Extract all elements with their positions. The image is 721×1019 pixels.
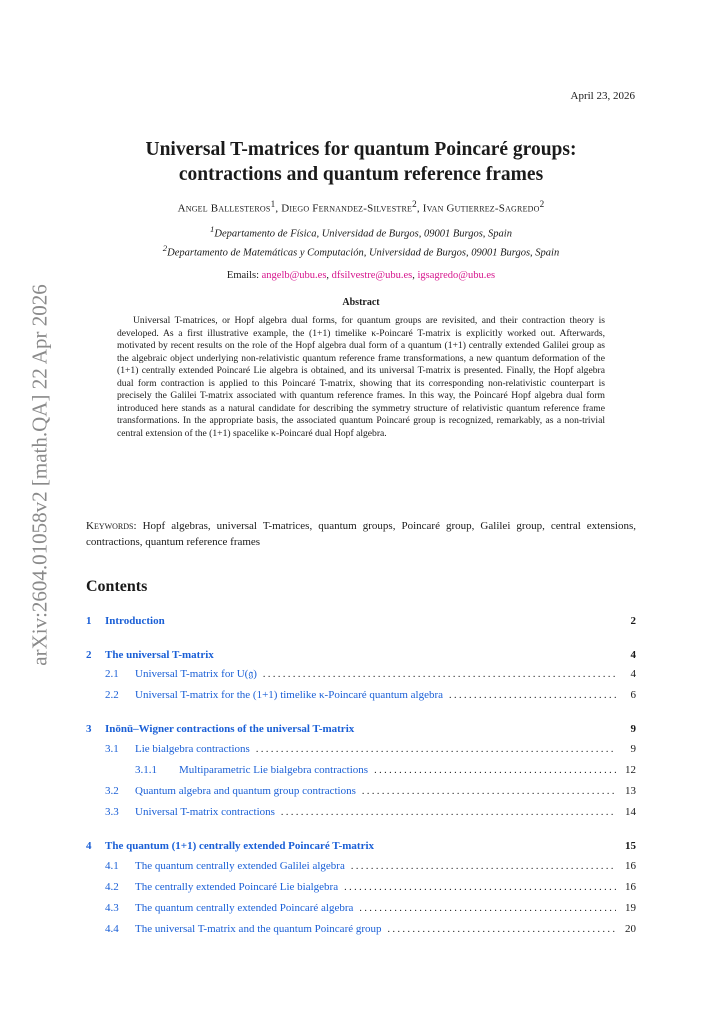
title-line-1: Universal T-matrices for quantum Poincaré groups: [145, 139, 577, 160]
toc-leader-dots [359, 903, 616, 914]
toc-number: 4.4 [105, 923, 119, 935]
toc-entry[interactable] [86, 860, 636, 876]
email-link-3[interactable]: igsagredo@ubu.es [417, 270, 496, 281]
toc-number: 1 [86, 615, 92, 627]
toc-number: 4.2 [105, 881, 119, 893]
toc-page: 14 [625, 806, 636, 818]
toc-entry[interactable] [86, 668, 636, 684]
arxiv-side-label [20, 284, 60, 666]
toc-leader-dots [449, 690, 616, 701]
paper-title [86, 137, 636, 187]
toc-entry[interactable] [86, 764, 636, 780]
toc-title[interactable]: Universal T-matrix for the (1+1) timelike κ-Poincaré quantum algebra [135, 689, 444, 701]
toc-number: 3 [86, 723, 92, 735]
toc-leader-dots [351, 861, 616, 872]
title-line-2: contractions and quantum reference frames [178, 164, 544, 185]
email-link-2[interactable]: dfsilvestre@ubu.es [331, 270, 413, 281]
toc-page: 15 [625, 840, 636, 852]
affiliation-1-mark: 1 [210, 224, 215, 234]
toc-number: 4.3 [105, 902, 119, 914]
toc-leader-dots [344, 882, 616, 893]
toc-page: 20 [625, 923, 636, 935]
toc-leader-dots [388, 924, 616, 935]
keywords-label: Keywords: [86, 520, 137, 532]
paper-date: April 23, 2026 [570, 90, 635, 102]
abstract-text: Universal T-matrices, or Hopf algebra dual forms, for quantum groups are revisited, and their contraction theory is developed. As a first illustrative example, the (1+1) timelike κ-Poincaré T-matrix is explicitly worked out. Afterwards, motivated by recent results on the role of the Hopf algebra dual form of a quantum (1+1) centrally extended Galilei group as the algebraic object underlying non-relativistic quantum reference frame transformations, a new quantum deformation of the (1+1) centrally extended Poincaré Lie algebra is obtained, and its universal T-matrix is presented. Finally, the Hopf algebra dual form contraction is applied to this Poincaré T-matrix, showing that its corresponding non-relativistic counterpart is precisely the Galilei T-matrix associated with quantum reference frames. In this way, the Poincaré Hopf algebra dual form introduced here stands as a natural candidate for describing the symmetry structure of relativistic quantum reference frame transformations. In the appropriate basis, the associated quantum Poincaré group is recognized, remarkably, as a non-trivial central extension of the (1+1) spacelike κ-Poincaré dual Hopf algebra. [117, 315, 605, 439]
arxiv-identifier: arXiv:2604.01058v2 [math.QA] 22 Apr 2026 [27, 284, 52, 666]
toc-leader-dots [374, 765, 616, 776]
toc-entry[interactable] [86, 649, 636, 665]
toc-entry[interactable] [86, 902, 636, 918]
toc-page: 12 [625, 764, 636, 776]
affiliation-2-mark: 2 [162, 243, 168, 253]
author-2: Diego Fernandez-Silvestre [281, 202, 413, 215]
author-2-affil: 2 [412, 199, 417, 209]
toc-entry[interactable] [86, 785, 636, 801]
toc-page: 6 [630, 689, 636, 701]
toc-number: 2.1 [105, 668, 119, 680]
toc-title[interactable]: Introduction [105, 615, 165, 627]
toc-title[interactable]: The quantum centrally extended Galilei algebra [135, 860, 345, 872]
toc-leader-dots [256, 744, 616, 755]
author-3-affil: 2 [539, 199, 545, 209]
affiliation-2-text: Departamento de Matemáticas y Computación, Universidad de Burgos, 09001 Burgos, Spain [167, 247, 560, 259]
toc-number: 4 [86, 840, 92, 852]
toc-entry[interactable] [86, 923, 636, 939]
author-1-affil: 1 [270, 199, 276, 209]
toc-entry[interactable] [86, 806, 636, 822]
affiliation-1 [86, 224, 636, 240]
toc-title[interactable]: The quantum centrally extended Poincaré algebra [135, 902, 354, 914]
toc-leader-dots [362, 786, 616, 797]
keywords [86, 518, 636, 550]
toc-number: 3.3 [105, 806, 119, 818]
toc-title[interactable]: Universal T-matrix for U(𝔤) [135, 668, 257, 680]
toc-page: 9 [630, 743, 636, 755]
toc-title[interactable]: The universal T-matrix [105, 649, 214, 661]
keywords-text: Hopf algebras, universal T-matrices, quantum groups, Poincaré group, Galilei group, central extensions, contractions, quantum reference frames [86, 520, 636, 548]
toc-leader-dots [263, 669, 616, 680]
toc-title[interactable]: The universal T-matrix and the quantum Poincaré group [135, 923, 382, 935]
toc-leader-dots [281, 807, 616, 818]
toc-title[interactable]: Multiparametric Lie bialgebra contractions [179, 764, 369, 776]
toc-entry[interactable] [86, 615, 636, 631]
toc-entry[interactable] [86, 723, 636, 739]
toc-number: 3.1 [105, 743, 119, 755]
toc-title[interactable]: Quantum algebra and quantum group contractions [135, 785, 356, 797]
emails-label: Emails: [226, 270, 260, 281]
toc-title[interactable]: Lie bialgebra contractions [135, 743, 250, 755]
toc-entry[interactable] [86, 881, 636, 897]
toc-number: 3.1.1 [135, 764, 157, 776]
author-1: Angel Ballesteros [177, 202, 271, 215]
email-line: Emails: angelb@ubu.es, dfsilvestre@ubu.es, igsagredo@ubu.es [226, 270, 496, 281]
author-list: Angel Ballesteros$^1$, Diego Fernandez-Silvestre$^2$, Ivan Gutierrez-Sagredo$^2$ [177, 199, 545, 215]
email-link-1[interactable]: angelb@ubu.es [261, 270, 327, 281]
toc-page: 4 [630, 668, 636, 680]
toc-page: 13 [625, 785, 636, 797]
toc-title[interactable]: The centrally extended Poincaré Lie bialgebra [135, 881, 339, 893]
toc-page: 9 [630, 723, 636, 735]
toc-number: 4.1 [105, 860, 119, 872]
contents-heading: Contents [86, 578, 148, 595]
toc-number: 3.2 [105, 785, 119, 797]
toc-page: 19 [625, 902, 636, 914]
toc-page: 4 [630, 649, 636, 661]
toc-number: 2.2 [105, 689, 119, 701]
toc-number: 2 [86, 649, 92, 661]
toc-title[interactable]: Inönü–Wigner contractions of the universal T-matrix [105, 723, 355, 735]
affiliation-1-text: Departamento de Física, Universidad de Burgos, 09001 Burgos, Spain [214, 228, 512, 240]
toc-entry[interactable] [86, 743, 636, 759]
toc-page: 16 [625, 860, 636, 872]
author-3: Ivan Gutierrez-Sagredo [422, 202, 540, 215]
abstract-heading: Abstract [342, 297, 380, 308]
toc-entry[interactable] [86, 840, 636, 856]
toc-title[interactable]: The quantum (1+1) centrally extended Poincaré T-matrix [105, 840, 375, 852]
toc-page: 2 [630, 615, 636, 627]
toc-title[interactable]: Universal T-matrix contractions [135, 806, 275, 818]
toc-entry[interactable] [86, 689, 636, 705]
toc-page: 16 [625, 881, 636, 893]
affiliation-2 [86, 243, 636, 259]
